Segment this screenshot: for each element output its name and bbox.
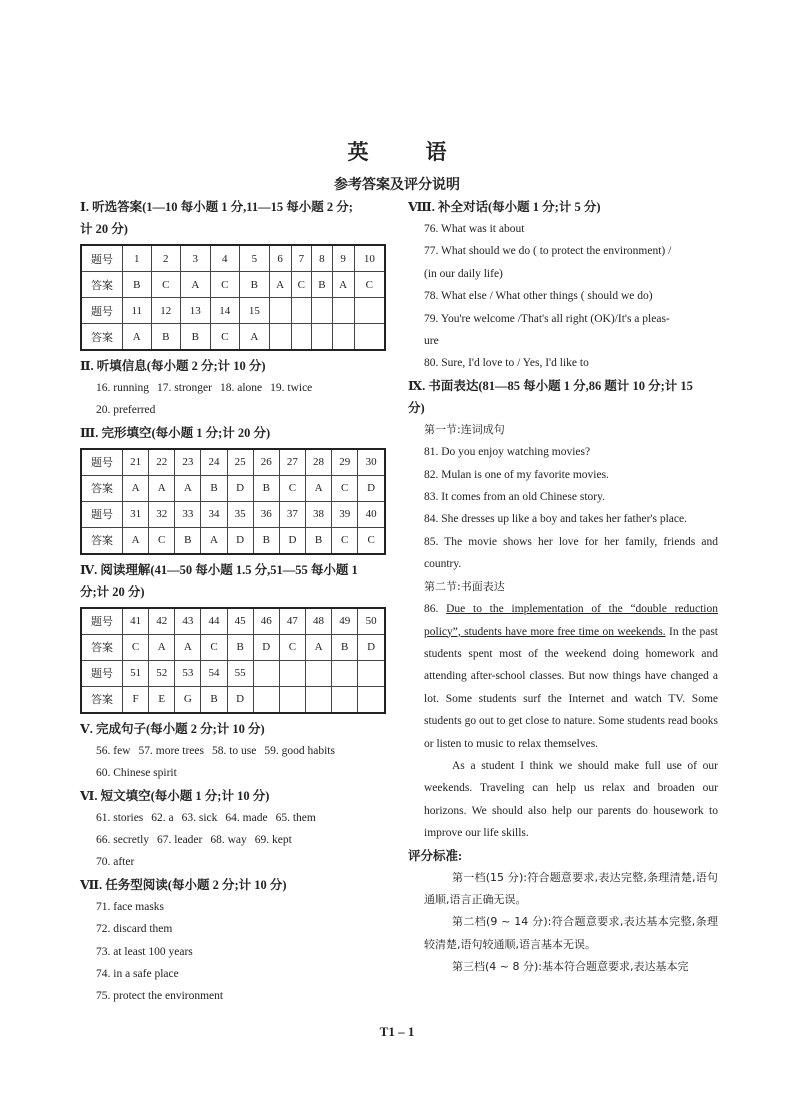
answer-cell xyxy=(332,660,358,686)
answer-cell: 23 xyxy=(175,449,201,476)
answer-cell: 37 xyxy=(279,501,305,527)
answer-cell: 21 xyxy=(123,449,149,476)
section-8-heading: Ⅷ. 补全对话(每小题 1 分;计 5 分) xyxy=(408,200,601,214)
answer-cell xyxy=(279,660,305,686)
answer-cell: 34 xyxy=(201,501,227,527)
table-row xyxy=(81,298,385,324)
answer-cell: A xyxy=(123,527,149,554)
answer-line: ure xyxy=(424,335,439,348)
answer-cell: C xyxy=(291,272,312,298)
answer-cell: 2 xyxy=(151,245,181,272)
answer-line: 72. discard them xyxy=(96,923,173,936)
answer-cell: 11 xyxy=(123,298,152,324)
answer-cell: 15 xyxy=(240,298,270,324)
answer-cell: C xyxy=(149,527,175,554)
section-7-heading: Ⅶ. 任务型阅读(每小题 2 分;计 10 分) xyxy=(80,877,287,892)
row-label-cell: 答案 xyxy=(81,324,123,351)
answer-cell: 3 xyxy=(181,245,211,272)
answer-cell: 9 xyxy=(332,245,354,272)
section-5-heading: Ⅴ. 完成句子(每小题 2 分;计 10 分) xyxy=(80,721,265,736)
answer-cell: C xyxy=(151,272,181,298)
answer-cell xyxy=(358,686,385,713)
answer-line: 20. preferred xyxy=(96,404,156,417)
row-label-cell: 题号 xyxy=(81,660,123,686)
row-label-cell: 题号 xyxy=(81,298,123,324)
answer-cell: B xyxy=(201,686,227,713)
answer-cell: A xyxy=(123,475,149,501)
row-label-cell: 答案 xyxy=(81,475,123,501)
page-number: T1 – 1 xyxy=(379,1024,415,1039)
answer-cell: C xyxy=(332,475,358,501)
answer-line: 83. It comes from an old Chinese story. xyxy=(424,491,605,504)
answer-cell: B xyxy=(332,634,358,660)
answer-line: 77. What should we do ( to protect the environment) / xyxy=(424,245,672,258)
answer-cell xyxy=(358,660,385,686)
answer-cell: A xyxy=(201,527,227,554)
answer-cell: A xyxy=(175,634,201,660)
answer-cell: B xyxy=(253,527,279,554)
answer-line: 84. She dresses up like a boy and takes her father's place. xyxy=(424,513,687,526)
answer-cell: C xyxy=(210,324,240,351)
answer-cell: 35 xyxy=(227,501,253,527)
answer-cell: 4 xyxy=(210,245,240,272)
answer-line: 74. in a safe place xyxy=(96,968,179,981)
answer-cell: 24 xyxy=(201,449,227,476)
answer-cell: 44 xyxy=(201,608,227,635)
answer-cell: B xyxy=(181,324,211,351)
answer-line: 61. stories 62. a 63. sick 64. made 65. them xyxy=(96,811,316,824)
answer-line: 56. few 57. more trees 58. to use 59. good habits xyxy=(96,744,335,757)
answer-cell: 47 xyxy=(279,608,305,635)
answer-cell: B xyxy=(201,475,227,501)
answer-cell xyxy=(291,324,312,351)
answer-cell: D xyxy=(227,527,253,554)
answer-cell xyxy=(305,686,331,713)
row-label-cell: 答案 xyxy=(81,272,123,298)
row-label-cell: 题号 xyxy=(81,245,123,272)
answer-cell: 1 xyxy=(123,245,152,272)
answer-cell xyxy=(269,324,291,351)
essay-underlined-sentence: Due to the implementation of the “double reduction policy”, students have more free time on weekends. xyxy=(424,603,719,638)
answer-cell: 43 xyxy=(175,608,201,635)
answer-cell: A xyxy=(149,634,175,660)
answer-line: 60. Chinese spirit xyxy=(96,767,177,780)
section-4-heading-cont: 分;计 20 分) xyxy=(80,584,145,599)
answer-cell: F xyxy=(123,686,149,713)
section-2-heading: Ⅱ. 听填信息(每小题 2 分;计 10 分) xyxy=(80,359,266,373)
scoring-level-2: 第二档(9 ~ 14 分):符合题意要求,表达基本完整,条理较清楚,语句较通顺,语言基本无误。 xyxy=(424,915,718,951)
section-4-heading: Ⅳ. 阅读理解(41—50 每小题 1.5 分,51—55 每小题 1 xyxy=(80,562,358,577)
answer-cell: 27 xyxy=(279,449,305,476)
answer-cell: B xyxy=(227,634,253,660)
page-title: 英 语 xyxy=(347,140,465,164)
answer-cell: A xyxy=(175,475,201,501)
answer-cell xyxy=(332,298,354,324)
row-label-cell: 题号 xyxy=(81,449,123,476)
part-1-label: 第一节:连词成句 xyxy=(424,422,505,436)
section-1-heading: Ⅰ. 听选答案(1—10 每小题 1 分,11—15 每小题 2 分; xyxy=(80,200,353,214)
answer-cell: C xyxy=(358,527,385,554)
answer-cell: 5 xyxy=(240,245,270,272)
answer-cell: 28 xyxy=(305,449,331,476)
answer-cell: 38 xyxy=(305,501,331,527)
answer-cell: C xyxy=(123,634,149,660)
table-row xyxy=(81,324,385,351)
answer-line: (in our daily life) xyxy=(424,267,503,280)
answer-cell: 46 xyxy=(253,608,279,635)
answer-cell: A xyxy=(332,272,354,298)
scoring-heading: 评分标准: xyxy=(408,848,463,863)
table-row xyxy=(81,527,385,554)
answer-line: 85. The movie shows her love for her family, friends and country. xyxy=(424,535,718,571)
answer-cell: 42 xyxy=(149,608,175,635)
answer-cell: 40 xyxy=(358,501,385,527)
answer-cell: 12 xyxy=(151,298,181,324)
answer-line: 82. Mulan is one of my favorite movies. xyxy=(424,468,609,481)
answer-cell xyxy=(253,686,279,713)
answer-line: 71. face masks xyxy=(96,900,165,913)
answer-cell: 39 xyxy=(332,501,358,527)
answer-cell: D xyxy=(358,475,385,501)
table-row xyxy=(81,660,385,686)
section-1-heading-cont: 计 20 分) xyxy=(80,222,128,236)
answer-line: 79. You're welcome /That's all right (OK)/It's a pleas- xyxy=(424,312,670,325)
answer-cell: 7 xyxy=(291,245,312,272)
answer-cell: B xyxy=(305,527,331,554)
answer-line: 73. at least 100 years xyxy=(96,945,193,958)
table-row xyxy=(81,501,385,527)
answer-cell: A xyxy=(240,324,270,351)
answer-cell: A xyxy=(305,634,331,660)
answer-cell: B xyxy=(123,272,152,298)
answer-cell xyxy=(312,324,333,351)
answer-cell xyxy=(291,298,312,324)
answer-line: 78. What else / What other things ( should we do) xyxy=(424,290,653,303)
answer-line: 16. running 17. stronger 18. alone 19. twice xyxy=(96,382,313,394)
answer-cell: C xyxy=(210,272,240,298)
answer-cell: 41 xyxy=(123,608,149,635)
answer-line: 75. protect the environment xyxy=(96,990,224,1003)
answer-line: 81. Do you enjoy watching movies? xyxy=(424,446,591,459)
essay-paragraph-1: 86. Due to the implementation of the “double reduction policy”, students have more free time on weekends. In the past students spent most of the weekend doing homework and attending after-school classes. But now things have changed a lot. Some students surf the Internet and watch TV. Some students go out to get close to nature. Some students read books or listen to music to relax themselves. xyxy=(424,603,719,750)
answer-cell: A xyxy=(269,272,291,298)
answer-cell: 45 xyxy=(227,608,253,635)
answer-cell: 29 xyxy=(332,449,358,476)
answer-cell: 55 xyxy=(227,660,253,686)
answer-cell: D xyxy=(253,634,279,660)
answer-cell: C xyxy=(279,475,305,501)
section-3-heading: Ⅲ. 完形填空(每小题 1 分;计 20 分) xyxy=(80,425,271,440)
answer-cell: A xyxy=(123,324,152,351)
answer-cell: C xyxy=(201,634,227,660)
answer-cell: B xyxy=(253,475,279,501)
answer-cell: 8 xyxy=(312,245,333,272)
answer-cell xyxy=(354,298,385,324)
answer-cell: 36 xyxy=(253,501,279,527)
answer-cell: D xyxy=(279,527,305,554)
answer-cell xyxy=(332,686,358,713)
section-9-heading: Ⅸ. 书面表达(81—85 每小题 1 分,86 题计 10 分;计 15 xyxy=(408,378,693,393)
scoring-level-3: 第三档(4 ~ 8 分):基本符合题意要求,表达基本完 xyxy=(452,960,689,974)
answer-cell xyxy=(279,686,305,713)
section-6-heading: Ⅵ. 短文填空(每小题 1 分;计 10 分) xyxy=(80,788,270,803)
row-label-cell: 题号 xyxy=(81,501,123,527)
answer-cell: C xyxy=(332,527,358,554)
answer-cell xyxy=(253,660,279,686)
answer-cell: B xyxy=(240,272,270,298)
answer-cell: D xyxy=(358,634,385,660)
left-column xyxy=(80,196,390,1008)
answer-cell: 13 xyxy=(181,298,211,324)
table-row xyxy=(81,272,385,298)
answer-cell: B xyxy=(151,324,181,351)
answer-cell xyxy=(305,660,331,686)
answer-cell: A xyxy=(181,272,211,298)
answer-cell: 6 xyxy=(269,245,291,272)
answer-table-3 xyxy=(80,448,386,555)
answer-cell: C xyxy=(279,634,305,660)
answer-cell: B xyxy=(175,527,201,554)
row-label-cell: 题号 xyxy=(81,608,123,635)
right-column xyxy=(408,196,718,979)
table-row xyxy=(81,475,385,501)
answer-cell: 52 xyxy=(149,660,175,686)
table-row xyxy=(81,449,385,476)
answer-cell: D xyxy=(227,686,253,713)
answer-cell: 48 xyxy=(305,608,331,635)
answer-cell: A xyxy=(149,475,175,501)
answer-table-4 xyxy=(80,607,386,714)
answer-cell: 10 xyxy=(354,245,385,272)
answer-line: 76. What was it about xyxy=(424,223,525,235)
table-row xyxy=(81,608,385,635)
answer-cell: 33 xyxy=(175,501,201,527)
answer-line: 70. after xyxy=(96,856,135,869)
essay-paragraph-2: As a student I think we should make full use of our weekends. Traveling can help us relax and broaden our horizons. We should also help our parents do housework to improve our life skills. xyxy=(424,759,718,840)
answer-cell: D xyxy=(227,475,253,501)
answer-cell: B xyxy=(312,272,333,298)
answer-cell xyxy=(354,324,385,351)
row-label-cell: 答案 xyxy=(81,527,123,554)
answer-cell: 26 xyxy=(253,449,279,476)
answer-cell: A xyxy=(305,475,331,501)
answer-cell: 51 xyxy=(123,660,149,686)
answer-cell: 30 xyxy=(358,449,385,476)
answer-cell: E xyxy=(149,686,175,713)
table-row xyxy=(81,245,385,272)
scoring-level-1: 第一档(15 分):符合题意要求,表达完整,条理清楚,语句通顺,语言正确无误。 xyxy=(424,870,718,906)
answer-cell: C xyxy=(354,272,385,298)
part-2-label: 第二节:书面表达 xyxy=(424,579,505,593)
answer-line: 66. secretly 67. leader 68. way 69. kept xyxy=(96,834,292,847)
answer-cell: 53 xyxy=(175,660,201,686)
answer-cell: 49 xyxy=(332,608,358,635)
answer-cell: 32 xyxy=(149,501,175,527)
answer-cell xyxy=(332,324,354,351)
answer-cell: 54 xyxy=(201,660,227,686)
answer-cell: 50 xyxy=(358,608,385,635)
page-subtitle: 参考答案及评分说明 xyxy=(334,178,460,193)
answer-cell xyxy=(312,298,333,324)
answer-cell: 31 xyxy=(123,501,149,527)
answer-table-1 xyxy=(80,244,386,351)
answer-cell: 22 xyxy=(149,449,175,476)
row-label-cell: 答案 xyxy=(81,634,123,660)
answer-cell xyxy=(269,298,291,324)
answer-cell: 14 xyxy=(210,298,240,324)
answer-cell: G xyxy=(175,686,201,713)
section-9-heading-cont: 分) xyxy=(408,400,425,415)
answer-cell: 25 xyxy=(227,449,253,476)
table-row xyxy=(81,634,385,660)
row-label-cell: 答案 xyxy=(81,686,123,713)
table-row xyxy=(81,686,385,713)
answer-line: 80. Sure, I'd love to / Yes, I'd like to xyxy=(424,357,589,370)
